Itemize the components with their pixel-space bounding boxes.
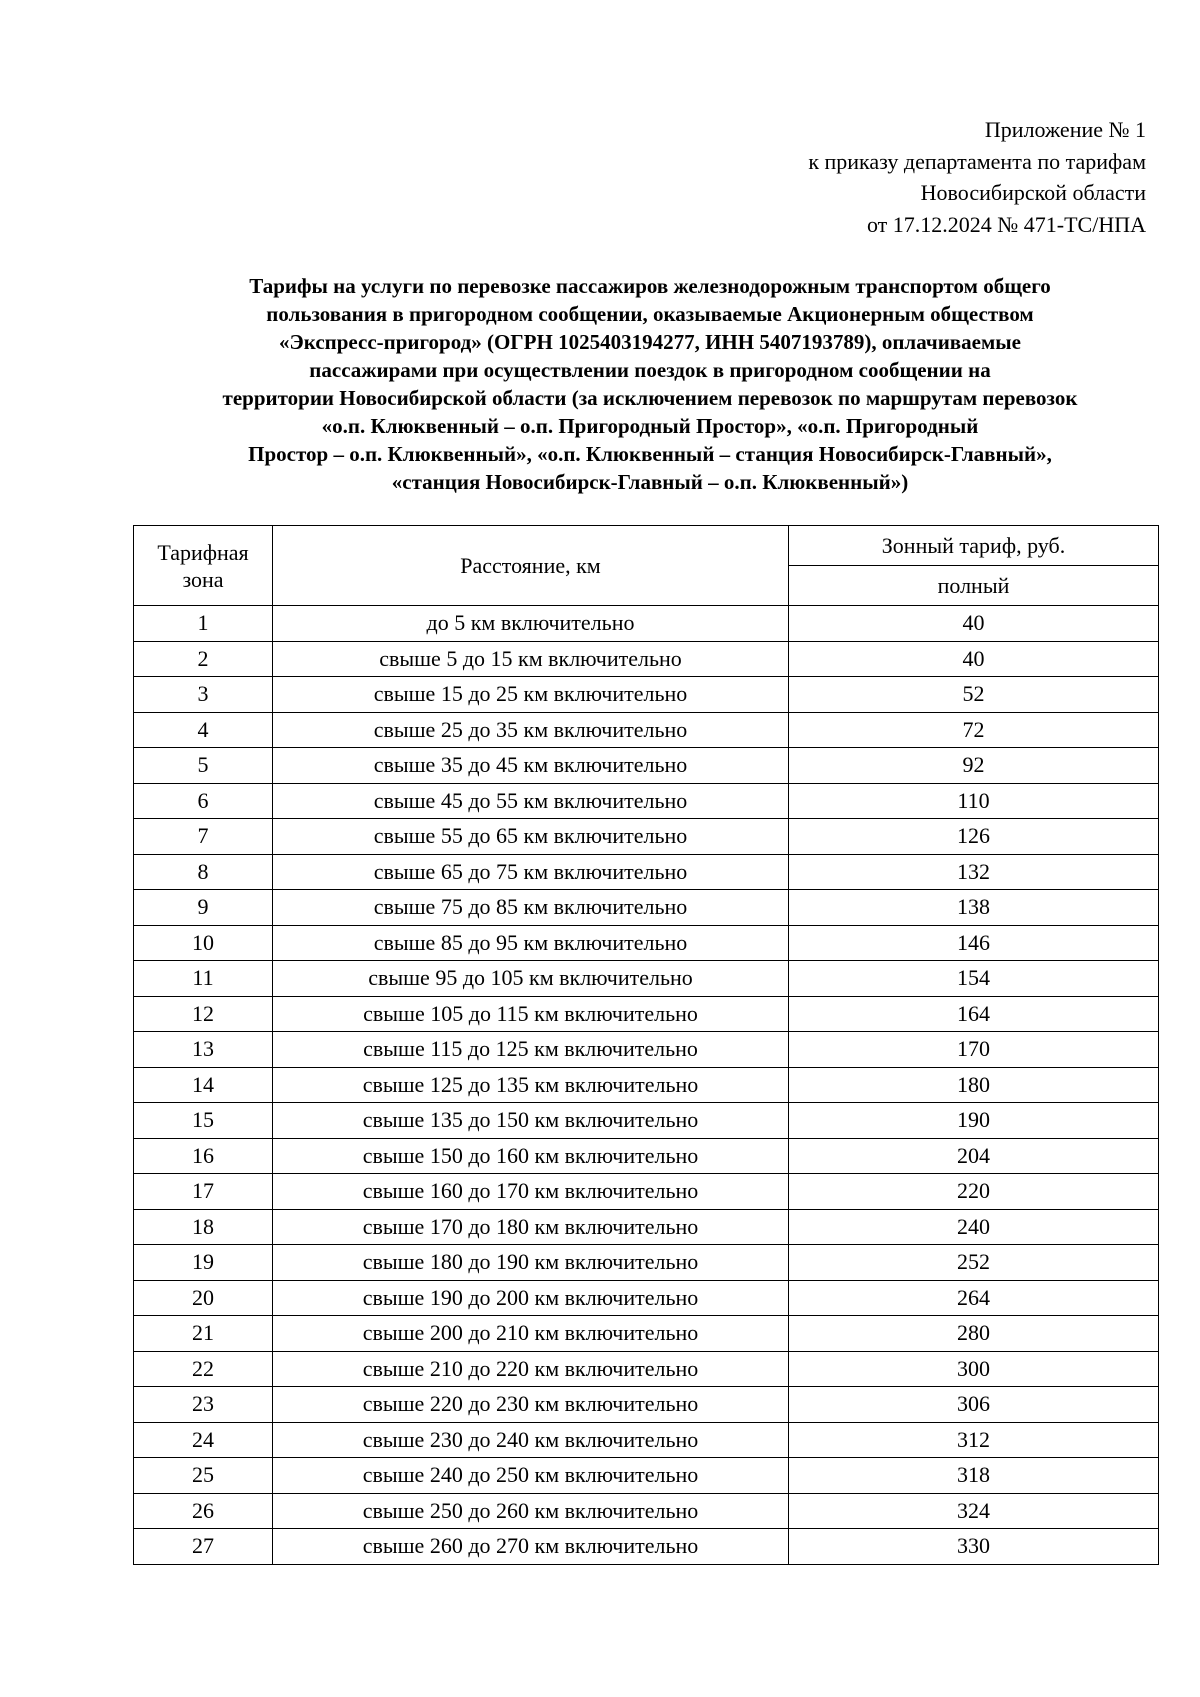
zone-cell: 4 [134, 712, 273, 748]
header-distance: Расстояние, км [273, 526, 789, 606]
table-row [134, 1458, 1159, 1494]
distance-cell: свыше 240 до 250 км включительно [273, 1458, 789, 1494]
title-line: Простор – о.п. Клюквенный», «о.п. Клюквенный – станция Новосибирск-Главный», [248, 442, 1052, 466]
distance-cell: свыше 160 до 170 км включительно [273, 1174, 789, 1210]
table-row [134, 1351, 1159, 1387]
zone-cell: 18 [134, 1209, 273, 1245]
zone-cell: 5 [134, 748, 273, 784]
table-row [134, 606, 1159, 642]
tariff-cell: 110 [789, 783, 1159, 819]
header-zone-line2: зона [182, 566, 224, 592]
tariff-cell: 146 [789, 925, 1159, 961]
zone-cell: 7 [134, 819, 273, 855]
table-row [134, 1387, 1159, 1423]
zone-cell: 11 [134, 961, 273, 997]
table-row [134, 925, 1159, 961]
title-line: «Экспресс-пригород» (ОГРН 1025403194277, ИНН 5407193789), оплачиваемые [279, 330, 1021, 354]
distance-cell: свыше 75 до 85 км включительно [273, 890, 789, 926]
table-row [134, 1316, 1159, 1352]
distance-cell: до 5 км включительно [273, 606, 789, 642]
header-zone-line1: Тарифная [157, 539, 249, 565]
table-row [134, 783, 1159, 819]
tariff-table [133, 525, 1159, 1565]
tariff-cell: 204 [789, 1138, 1159, 1174]
zone-cell: 22 [134, 1351, 273, 1387]
zone-cell: 24 [134, 1422, 273, 1458]
tariff-cell: 126 [789, 819, 1159, 855]
table-row [134, 819, 1159, 855]
appendix-header [546, 114, 1146, 240]
title-line: пользования в пригородном сообщении, оказываемые Акционерным обществом [266, 302, 1034, 326]
table-row [134, 1422, 1159, 1458]
distance-cell: свыше 170 до 180 км включительно [273, 1209, 789, 1245]
distance-cell: свыше 105 до 115 км включительно [273, 996, 789, 1032]
zone-cell: 1 [134, 606, 273, 642]
distance-cell: свыше 180 до 190 км включительно [273, 1245, 789, 1281]
tariff-cell: 280 [789, 1316, 1159, 1352]
zone-cell: 20 [134, 1280, 273, 1316]
table-row [134, 1032, 1159, 1068]
zone-cell: 16 [134, 1138, 273, 1174]
appendix-region: Новосибирской области [920, 180, 1146, 205]
distance-cell: свыше 5 до 15 км включительно [273, 641, 789, 677]
header-zone [134, 526, 273, 606]
tariff-cell: 138 [789, 890, 1159, 926]
zone-cell: 14 [134, 1067, 273, 1103]
title-line: «о.п. Клюквенный – о.п. Пригородный Простор», «о.п. Пригородный [321, 414, 979, 438]
zone-cell: 19 [134, 1245, 273, 1281]
distance-cell: свыше 150 до 160 км включительно [273, 1138, 789, 1174]
distance-cell: свыше 115 до 125 км включительно [273, 1032, 789, 1068]
tariff-cell: 52 [789, 677, 1159, 713]
zone-cell: 6 [134, 783, 273, 819]
distance-cell: свыше 220 до 230 км включительно [273, 1387, 789, 1423]
distance-cell: свыше 65 до 75 км включительно [273, 854, 789, 890]
distance-cell: свыше 190 до 200 км включительно [273, 1280, 789, 1316]
table-row [134, 1245, 1159, 1281]
distance-cell: свыше 230 до 240 км включительно [273, 1422, 789, 1458]
title-line: пассажирами при осуществлении поездок в пригородном сообщении на [309, 358, 991, 382]
zone-cell: 23 [134, 1387, 273, 1423]
distance-cell: свыше 260 до 270 км включительно [273, 1529, 789, 1565]
tariff-cell: 170 [789, 1032, 1159, 1068]
distance-cell: свыше 210 до 220 км включительно [273, 1351, 789, 1387]
table-row [134, 961, 1159, 997]
distance-cell: свыше 125 до 135 км включительно [273, 1067, 789, 1103]
tariff-cell: 72 [789, 712, 1159, 748]
distance-cell: свыше 250 до 260 км включительно [273, 1493, 789, 1529]
tariff-cell: 40 [789, 641, 1159, 677]
table-row [134, 1209, 1159, 1245]
distance-cell: свыше 45 до 55 км включительно [273, 783, 789, 819]
tariff-cell: 40 [789, 606, 1159, 642]
tariff-cell: 154 [789, 961, 1159, 997]
tariff-cell: 306 [789, 1387, 1159, 1423]
tariff-cell: 92 [789, 748, 1159, 784]
distance-cell: свыше 200 до 210 км включительно [273, 1316, 789, 1352]
header-full-tariff: полный [789, 566, 1159, 606]
tariff-cell: 312 [789, 1422, 1159, 1458]
zone-cell: 8 [134, 854, 273, 890]
table-row [134, 854, 1159, 890]
document-title [120, 272, 1180, 496]
tariff-table-body [134, 606, 1159, 1565]
distance-cell: свыше 25 до 35 км включительно [273, 712, 789, 748]
tariff-cell: 264 [789, 1280, 1159, 1316]
zone-cell: 26 [134, 1493, 273, 1529]
table-row [134, 890, 1159, 926]
zone-cell: 3 [134, 677, 273, 713]
tariff-cell: 240 [789, 1209, 1159, 1245]
table-row [134, 996, 1159, 1032]
zone-cell: 27 [134, 1529, 273, 1565]
zone-cell: 17 [134, 1174, 273, 1210]
table-row [134, 1174, 1159, 1210]
tariff-cell: 252 [789, 1245, 1159, 1281]
appendix-order-ref: к приказу департамента по тарифам [808, 148, 1146, 174]
table-row [134, 1138, 1159, 1174]
distance-cell: свыше 35 до 45 км включительно [273, 748, 789, 784]
zone-cell: 15 [134, 1103, 273, 1139]
zone-cell: 21 [134, 1316, 273, 1352]
table-row [134, 1103, 1159, 1139]
zone-cell: 13 [134, 1032, 273, 1068]
tariff-cell: 190 [789, 1103, 1159, 1139]
table-row [134, 1280, 1159, 1316]
table-row [134, 677, 1159, 713]
distance-cell: свыше 55 до 65 км включительно [273, 819, 789, 855]
appendix-date-number: от 17.12.2024 № 471-ТС/НПА [866, 211, 1146, 237]
tariff-cell: 180 [789, 1067, 1159, 1103]
distance-cell: свыше 135 до 150 км включительно [273, 1103, 789, 1139]
table-row [134, 748, 1159, 784]
zone-cell: 25 [134, 1458, 273, 1494]
header-zonal-tariff: Зонный тариф, руб. [789, 526, 1159, 566]
tariff-cell: 300 [789, 1351, 1159, 1387]
tariff-cell: 330 [789, 1529, 1159, 1565]
zone-cell: 10 [134, 925, 273, 961]
tariff-cell: 318 [789, 1458, 1159, 1494]
table-header-row [134, 526, 1159, 566]
tariff-cell: 324 [789, 1493, 1159, 1529]
table-row [134, 712, 1159, 748]
tariff-cell: 220 [789, 1174, 1159, 1210]
title-line: «станция Новосибирск-Главный – о.п. Клюквенный») [391, 470, 909, 494]
table-row [134, 1529, 1159, 1565]
table-row [134, 641, 1159, 677]
tariff-cell: 132 [789, 854, 1159, 890]
appendix-number: Приложение № 1 [984, 117, 1146, 142]
tariff-cell: 164 [789, 996, 1159, 1032]
table-row [134, 1493, 1159, 1529]
zone-cell: 2 [134, 641, 273, 677]
title-line: территории Новосибирской области (за исключением перевозок по маршрутам перевозок [222, 386, 1078, 410]
table-row [134, 1067, 1159, 1103]
distance-cell: свыше 15 до 25 км включительно [273, 677, 789, 713]
distance-cell: свыше 85 до 95 км включительно [273, 925, 789, 961]
title-line: Тарифы на услуги по перевозке пассажиров железнодорожным транспортом общего [249, 274, 1051, 298]
zone-cell: 9 [134, 890, 273, 926]
distance-cell: свыше 95 до 105 км включительно [273, 961, 789, 997]
zone-cell: 12 [134, 996, 273, 1032]
